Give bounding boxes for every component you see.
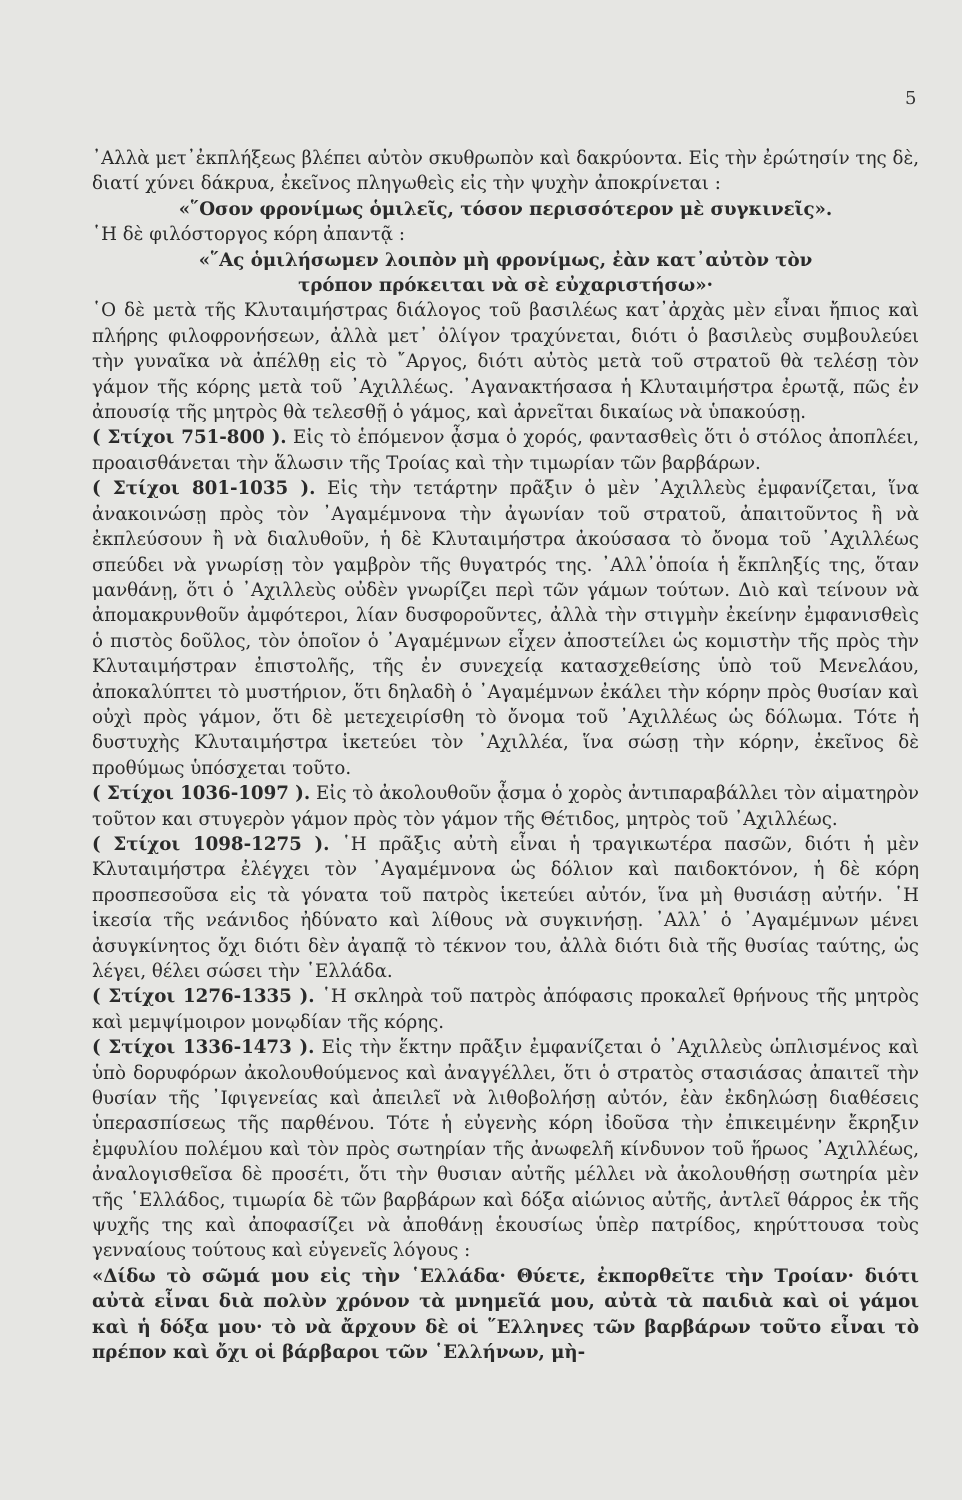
paragraph: ῾Η δὲ φιλόστοργος κόρη ἀπαντᾷ : bbox=[92, 224, 405, 246]
section-paragraph bbox=[92, 1035, 919, 1264]
section-paragraph bbox=[92, 425, 919, 476]
paragraph: ῾Ο δὲ μετὰ τῆς Κλυταιμήστρας διάλογος τοῦ βασιλέως κατ᾿ἀρχὰς μὲν εἶναι ἤπιος καὶ πλήρης φιλοφρονήσεων, ἀλλὰ μετ᾿ ὀλίγον τραχύνεται, διότι ὁ βασιλεὺς συμβουλεύει τὴν γυναῖκα νὰ ἀπέλθῃ εἰς τὸ ῎Αργος, διότι αὐτὸς μετὰ τοῦ στρατοῦ θὰ τελέσῃ τὸν γάμον τῆς κόρης μετὰ τοῦ ᾿Αχιλλέως. ᾿Αγανακτήσασα ἡ Κλυταιμήστρα ἐρωτᾷ, πῶς ἐν ἀπουσίᾳ τῆς μητρὸς θὰ τελεσθῇ ὁ γάμος, καὶ ἀρνεῖται δικαίως νὰ ὑπακούσῃ. bbox=[92, 300, 919, 424]
verse-reference: ( Στίχοι 1036-1097 ). bbox=[92, 783, 311, 805]
section-paragraph bbox=[92, 832, 919, 984]
section-paragraph bbox=[92, 476, 919, 781]
section-text: Εἰς τὴν ἕκτην πρᾶξιν ἐμφανίζεται ὁ ᾿Αχιλλεὺς ὡπλισμένος καὶ ὑπὸ δορυφόρων ἀκολουθούμενος καὶ ἀναγγέλλει, ὅτι ὁ στρατὸς στασιάσας ἀπαιτεῖ τὴν θυσίαν τῆς ᾿Ιφιγενείας καὶ ἀπειλεῖ νὰ λιθοβολήσῃ αὐτόν, ἐὰν ἐκδηλώσῃ διαθέσεις ὑπερασπίσεως τῆς παρθένου. Τότε ἡ εὐγενὴς κόρη ἰδοῦσα τὴν ἐπικειμένην ἔκρηξιν ἐμφυλίου πολέμου καὶ τὸν πρὸς σωτηρίαν τῆς ἀνωφελῆ κίνδυνον τοῦ ἥρωος ᾿Αχιλλέως, ἀναλογισθεῖσα δὲ προσέτι, ὅτι τὴν θυσιαν αὐτῆς μέλλει νὰ ἀκολουθήσῃ σωτηρία μὲν τῆς ῾Ελλάδος, τιμωρία δὲ τῶν βαρβάρων καὶ δόξα αἰώνιος αὐτῆς, ἀντλεῖ θάρρος ἐκ τῆς ψυχῆς της καὶ ἀποφασίζει νὰ ἀποθάνῃ ἑκουσίως ὑπὲρ πατρίδος, κηρύττουσα τοὺς γενναίους τούτους καὶ εὐγενεῖς λόγους : bbox=[92, 1037, 919, 1262]
verse-reference: ( Στίχοι 801-1035 ). bbox=[92, 478, 316, 500]
quote-line: «῞Οσον φρονίμως ὁμιλεῖς, τόσον περισσότερον μὲ συγκινεῖς». bbox=[178, 198, 833, 220]
verse-reference: ( Στίχοι 751-800 ). bbox=[92, 427, 287, 449]
section-text: Εἰς τὴν τετάρτην πρᾶξιν ὁ μὲν ᾿Αχιλλεὺς ἐμφανίζεται, ἵνα ἀνακοινώσῃ πρὸς τὸν ᾿Αγαμέμνονα τὴν ἀγωνίαν τοῦ στρατοῦ, ἀπαιτοῦντος ἢ νὰ ἐκπλεύσουν ἢ νὰ διαλυθοῦν, ἡ δὲ Κλυταιμήστρα ἀκούσασα τὸ ὄνομα τοῦ ᾿Αχιλλέως σπεύδει νὰ γνωρίσῃ τὸν γαμβρὸν τῆς θυγατρός της. ᾿Αλλ᾿ὁποία ἡ ἔκπληξίς της, ὅταν μανθάνῃ, ὅτι ὁ ᾿Αχιλλεὺς οὐδὲν γνωρίζει περὶ τῶν γάμων τούτων. Διὸ καὶ τείνουν νὰ ἀπομακρυνθοῦν ἀμφότεροι, λίαν δυσφοροῦντες, ἀλλὰ τὴν στιγμὴν ἐκείνην ἐμφανισθεὶς ὁ πιστὸς δοῦλος, τὸν ὁποῖον ὁ ᾿Αγαμέμνων εἶχεν ἀποστείλει ὡς κομιστὴν τῆς πρὸς τὴν Κλυταιμήστραν ἐπιστολῆς, τῆς ἐν συνεχείᾳ κατασχεθείσης ὑπὸ τοῦ Μενελάου, ἀποκαλύπτει τὸ μυστήριον, ὅτι δηλαδὴ ὁ ᾿Αγαμέμνων ἐκάλει τὴν κόρην πρὸς θυσίαν καὶ οὐχὶ πρὸς γάμον, ὅτι δὲ μετεχειρίσθη τὸ ὄνομα τοῦ ᾿Αχιλλέως ὡς δόλωμα. Τότε ἡ δυστυχὴς Κλυταιμήστρα ἱκετεύει τὸν ᾿Αχιλλέα, ἵνα σώσῃ τὴν κόρην, ἐκεῖνος δὲ προθύμως ὑπόσχεται τοῦτο. bbox=[92, 478, 919, 779]
section-text: Εἰς τὸ ἀκολουθοῦν ᾆσμα ὁ χορὸς ἀντιπαραβάλλει τὸν αἱματηρὸν τοῦτον και στυγερὸν γάμον πρὸς τὸν γάμον τῆς Θέτιδος, μητρὸς τοῦ ᾿Αχιλλέως. bbox=[92, 783, 919, 830]
final-quote: «Δίδω τὸ σῶμά μου εἰς τὴν ῾Ελλάδα· Θύετε, ἐκπορθεῖτε τὴν Τροίαν· διότι αὐτὰ εἶναι διὰ πολὺν χρόνον τὰ μνημεῖά μου, αὐτὰ τὰ παιδιὰ καὶ οἱ γάμοι καὶ ἡ δόξα μου· τὸ νὰ ἄρχουν δὲ οἱ ῞Ελληνες τῶν βαρβάρων τοῦτο εἶναι τὸ πρέπον καὶ ὄχι οἱ βάρβαροι τῶν ῾Ελλήνων, μὴ- bbox=[92, 1265, 919, 1364]
verse-reference: ( Στίχοι 1336-1473 ). bbox=[92, 1037, 315, 1059]
quote-line: «῞Ας ὁμιλήσωμεν λοιπὸν μὴ φρονίμως, ἐὰν κατ᾿αὐτὸν τὸν bbox=[198, 249, 813, 271]
verse-reference: ( Στίχοι 1276-1335 ). bbox=[92, 986, 315, 1008]
paragraph: ᾿Αλλὰ μετ᾿ἐκπλήξεως βλέπει αὐτὸν σκυθρωπὸν καὶ δακρύοντα. Εἰς τὴν ἐρώτησίν της δὲ, διατί χύνει δάκρυα, ἐκεῖνος πληγωθεὶς εἰς τὴν ψυχὴν ἀποκρίνεται : bbox=[92, 148, 919, 195]
section-text: Εἰς τὸ ἑπόμενον ᾆσμα ὁ χορός, φαντασθεὶς ὅτι ὁ στόλος ἀποπλέει, προαισθάνεται τὴν ἅλωσιν τῆς Τροίας καὶ τὴν τιμωρίαν τῶν βαρβάρων. bbox=[92, 427, 920, 474]
verse-reference: ( Στίχοι 1098-1275 ). bbox=[92, 833, 330, 855]
body-text bbox=[92, 146, 919, 1366]
section-paragraph bbox=[92, 984, 919, 1035]
quote-line: τρόπον πρόκειται νὰ σὲ εὐχαριστήσω»· bbox=[298, 275, 713, 297]
section-paragraph bbox=[92, 781, 919, 832]
section-text: ῾Η πρᾶξις αὐτὴ εἶναι ἡ τραγικωτέρα πασῶν, διότι ἡ μὲν Κλυταιμήστρα ἐλέγχει τὸν ᾿Αγαμέμνονα ὡς δόλιον καὶ παιδοκτόνον, ἡ δὲ κόρη προσπεσοῦσα εἰς τὰ γόνατα τοῦ πατρὸς ἱκετεύει αὐτόν, ἵνα μὴ θυσιάσῃ αὐτήν. ῾Η ἱκεσία τῆς νεάνιδος ἠδύνατο καὶ λίθους νὰ συγκινήσῃ. ᾿Αλλ᾿ ὁ ᾿Αγαμέμνων μένει ἀσυγκίνητος ὄχι διότι δὲν ἀγαπᾷ τὸ τέκνον του, ἀλλὰ διότι διὰ τῆς θυσίας ταύτης, ὡς λέγει, θέλει σώσει τὴν ῾Ελλάδα. bbox=[92, 833, 920, 982]
section-text: ῾Η σκληρὰ τοῦ πατρὸς ἀπόφασις προκαλεῖ θρήνους τῆς μητρὸς καὶ μεμψίμοιρον μονῳδίαν τῆς κόρης. bbox=[92, 986, 919, 1033]
page-number: 5 bbox=[905, 88, 917, 109]
